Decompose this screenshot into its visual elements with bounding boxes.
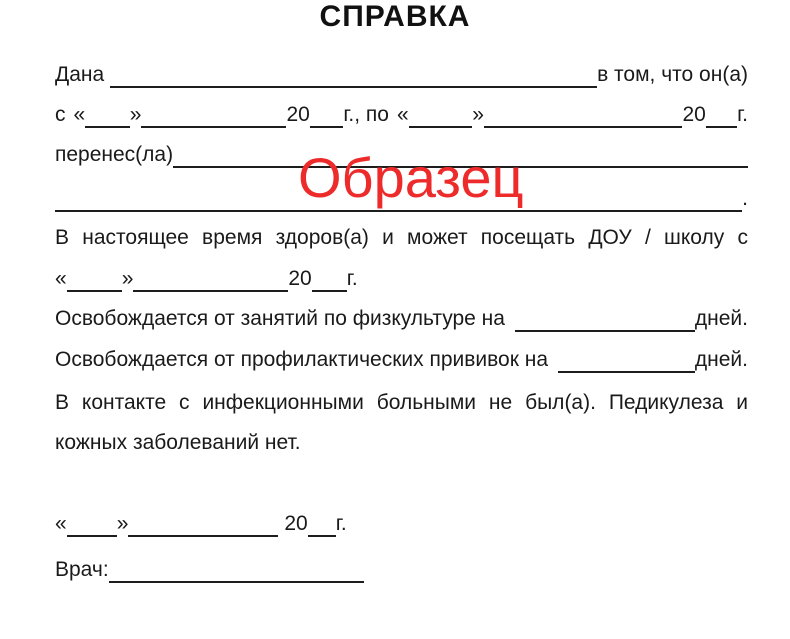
line-vaccination-exemption	[55, 343, 748, 373]
days-count-blank	[515, 325, 695, 332]
line-issued-to	[55, 58, 748, 88]
vaccination-exemption-label: Освобождается от профилактических прививок на	[55, 348, 549, 371]
period-year-prefix: 20	[286, 103, 310, 126]
line-contact-statement-1: В контакте с инфекционными больными не был(а). Педикулеза и	[55, 391, 748, 414]
line-doctor-signature	[55, 553, 748, 583]
document-title: СПРАВКА	[319, 0, 471, 33]
sentence-period: .	[742, 187, 748, 210]
line-issue-date	[55, 507, 748, 537]
pe-exemption-label: Освобождается от занятий по физкультуре на	[55, 307, 505, 330]
quote-close-icon: »	[116, 512, 129, 535]
month-blank	[128, 530, 278, 537]
year-blank	[308, 530, 336, 537]
year-blank	[310, 121, 343, 128]
quote-close-icon: »	[472, 103, 484, 126]
sample-watermark: Образец	[298, 146, 524, 209]
day-blank	[409, 121, 473, 128]
day-blank	[85, 121, 130, 128]
issued-to-label: Дана	[55, 63, 105, 86]
quote-open-icon: «	[55, 512, 67, 535]
month-blank	[484, 121, 683, 128]
period-mid-label: г., по	[343, 103, 389, 126]
issue-date-tail: г.	[335, 512, 347, 535]
day-blank	[67, 285, 122, 292]
quote-close-icon: »	[129, 103, 142, 126]
doctor-signature-blank	[109, 576, 364, 583]
quote-open-icon: «	[396, 103, 409, 126]
pe-exemption-tail: дней.	[694, 307, 748, 330]
period-from-label: с	[55, 103, 66, 126]
period-year-prefix: 20	[682, 103, 706, 126]
quote-open-icon: «	[55, 267, 67, 290]
issue-year-prefix: 20	[284, 512, 308, 535]
suffered-label: перенес(ла)	[55, 143, 174, 166]
line-attend-date	[55, 262, 748, 292]
doctor-label: Врач:	[55, 558, 109, 581]
days-count-blank	[558, 366, 695, 373]
period-tail: г.	[737, 103, 748, 126]
year-blank	[312, 285, 347, 292]
attend-year-prefix: 20	[288, 267, 312, 290]
line-healthy-statement: В настоящее время здоров(а) и может посещать ДОУ / школу с	[55, 226, 748, 249]
vaccination-exemption-tail: дней.	[694, 348, 748, 371]
year-blank	[706, 121, 737, 128]
issued-to-blank	[110, 81, 597, 88]
issued-to-tail: в том, что он(а)	[597, 63, 748, 86]
quote-open-icon: «	[73, 103, 86, 126]
attend-date-tail: г.	[346, 267, 358, 290]
line-illness-period	[55, 98, 748, 128]
quote-close-icon: »	[121, 267, 134, 290]
line-pe-exemption	[55, 302, 748, 332]
month-blank	[133, 285, 288, 292]
day-blank	[67, 530, 117, 537]
month-blank	[141, 121, 286, 128]
line-contact-statement-2: кожных заболеваний нет.	[55, 431, 301, 454]
